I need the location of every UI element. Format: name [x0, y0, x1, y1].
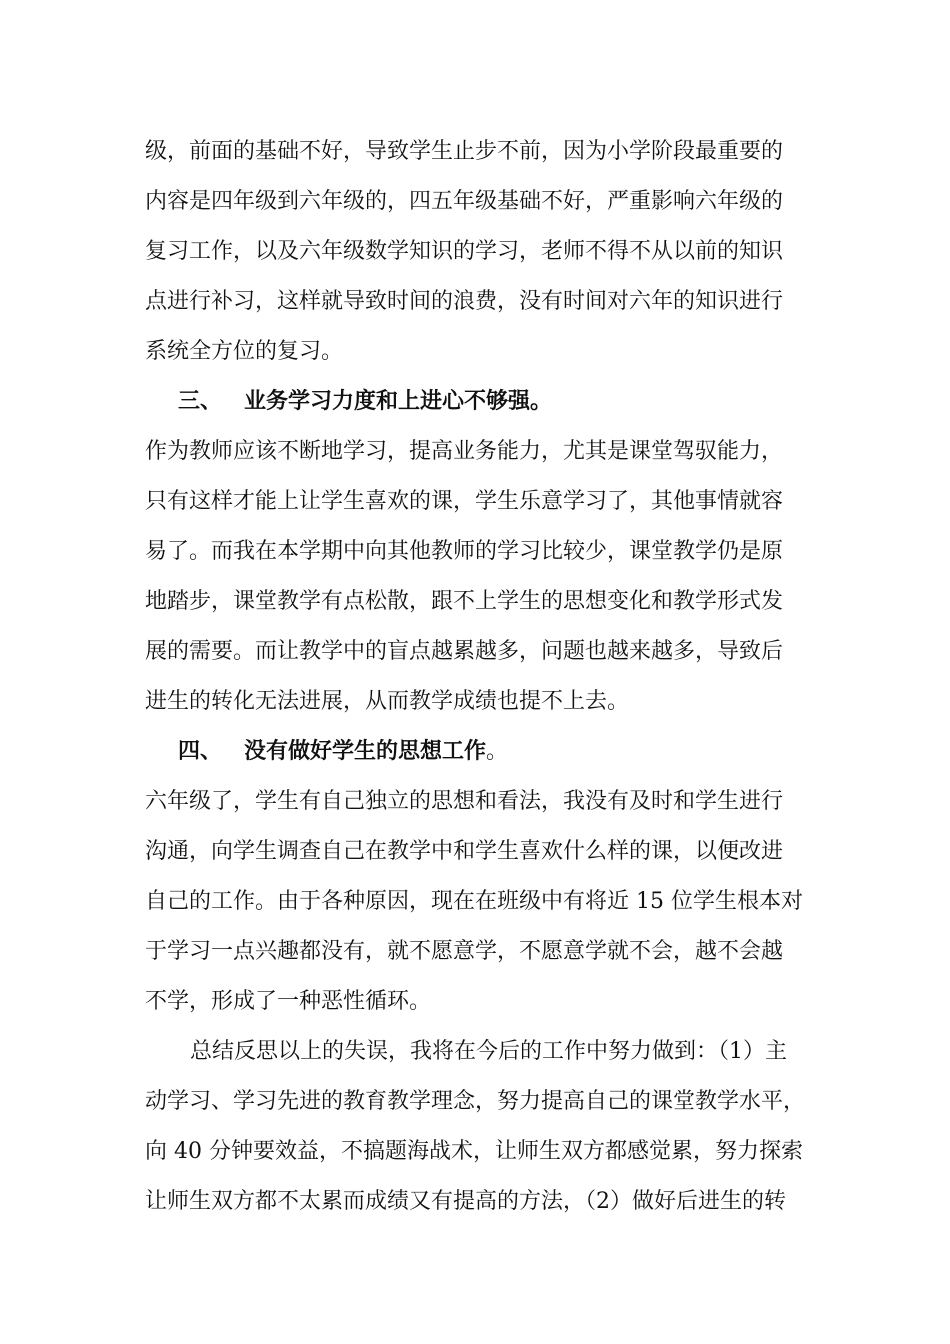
paragraph-first-line: 总结反思以上的失误，我将在今后的工作中努力做到：（1）主: [190, 1039, 787, 1064]
paragraph-line: 内容是四年级到六年级的，四五年级基础不好，严重影响六年级的: [145, 189, 784, 214]
paragraph-line: 进生的转化无法进展，从而教学成绩也提不上去。: [145, 689, 630, 714]
paragraph-line: 向 40 分钟要效益，不搞题海战术，让师生双方都感觉累，努力探索: [145, 1139, 803, 1164]
paragraph-line: 只有这样才能上让学生喜欢的课，学生乐意学习了，其他事情就容: [145, 489, 784, 514]
paragraph-line: 沟通，向学生调查自己在教学中和学生喜欢什么样的课，以便改进: [145, 839, 784, 864]
paragraph-line: 自己的工作。由于各种原因，现在在班级中有将近 15 位学生根本对: [145, 889, 803, 914]
paragraph-line: 于学习一点兴趣都没有，就不愿意学，不愿意学就不会，越不会越: [145, 939, 784, 964]
paragraph-line: 系统全方位的复习。: [145, 339, 344, 364]
paragraph-line: 让师生双方都不太累而成绩又有提高的方法，（2）做好后进生的转: [145, 1189, 786, 1214]
section-title-suffix: 。: [486, 739, 509, 764]
section-heading-3: [178, 387, 552, 417]
section-number: 三、: [178, 389, 223, 414]
paragraph-line: 易了。而我在本学期中向其他教师的学习比较少，课堂教学仍是原: [145, 539, 784, 564]
section-title: 没有做好学生的思想工作: [244, 739, 487, 764]
paragraph-line: 展的需要。而让教学中的盲点越累越多，问题也越来越多，导致后: [145, 639, 784, 664]
section-heading-4: [178, 737, 508, 767]
paragraph-line: 级，前面的基础不好，导致学生止步不前，因为小学阶段最重要的: [145, 139, 784, 164]
paragraph-line: 不学，形成了一种恶性循环。: [145, 989, 432, 1014]
section-number: 四、: [178, 739, 223, 764]
paragraph-line: 动学习、学习先进的教育教学理念，努力提高自己的课堂教学水平，: [145, 1089, 806, 1114]
paragraph-line: 点进行补习，这样就导致时间的浪费，没有时间对六年的知识进行: [145, 289, 784, 314]
paragraph-line: 作为教师应该不断地学习，提高业务能力，尤其是课堂驾驭能力，: [145, 439, 784, 464]
paragraph-line: 地踏步，课堂教学有点松散，跟不上学生的思想变化和教学形式发: [145, 589, 784, 614]
paragraph-line: 复习工作，以及六年级数学知识的学习，老师不得不从以前的知识: [145, 239, 784, 264]
paragraph-line: 六年级了，学生有自己独立的思想和看法，我没有及时和学生进行: [145, 789, 784, 814]
section-title: 业务学习力度和上进心不够强。: [244, 389, 553, 414]
